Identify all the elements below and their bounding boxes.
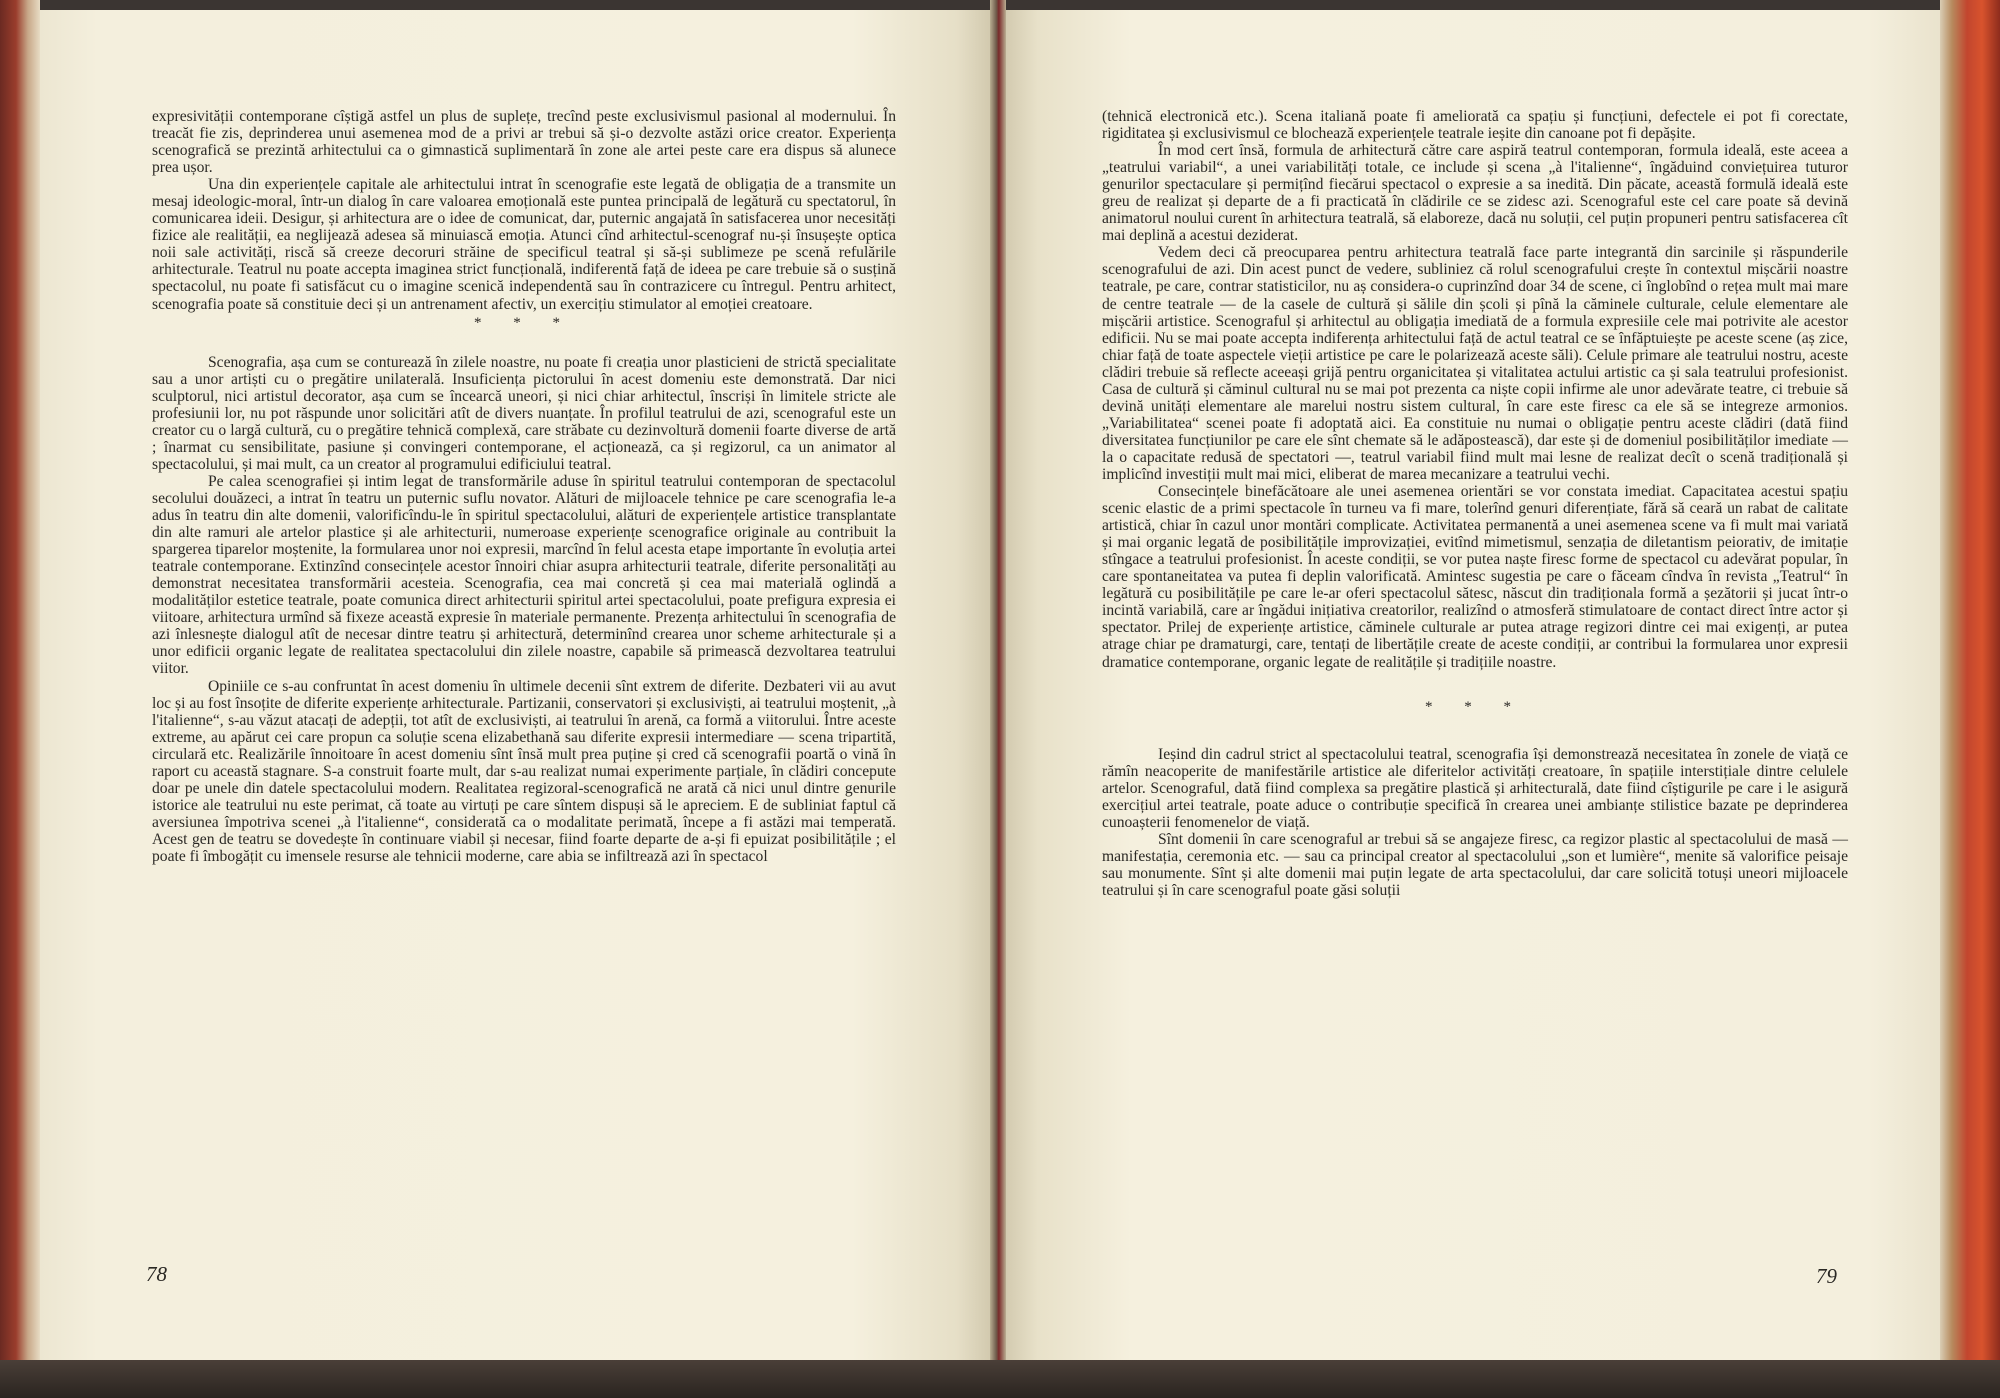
left-page-text bbox=[152, 108, 896, 865]
page-number-left: 78 bbox=[146, 1262, 167, 1286]
paragraph: Vedem deci că preocuparea pentru arhitectura teatrală face parte integrantă din sarcinile și răspunderile scenografului de azi. Din acest punct de vedere, subliniez că rolul scenografului crește în contextul mișcării noastre teatrale, pe care, contrar statisticilor, nu aș considera-o cuprinzînd doar 34 de scene, ci înglobînd o rețea mult mai mare de centre teatrale — de la casele de cultură și sălile din școli și pînă la căminele culturale, celule elementare ale mișcării artistice. Scenograful și arhitectul au obligația imediată de a formula expresiile cele mai potrivite ale acestor edificii. Nu se mai poate accepta indiferența arhitectului față de actul teatral ce se înfăptuiește pe aceste scene (aș zice, chiar față de toate aspectele vieții artistice pe care le polarizează aceste săli). Celule primare ale teatrului nostru, aceste clădiri trebuie să reflecte aceeași grijă pentru organicitatea și vitalitatea actului artistic ca și sala teatrului profesionist. Casa de cultură și căminul cultural nu se mai pot prezenta ca niște copii infirme ale unor adevărate teatre, ci trebuie să devină unități elementare ale marelui nostru sistem cultural, în care este firesc ca ele să se integreze armonios. „Variabilitatea“ scenei poate fi adoptată aici. Ea constituie nu numai o obligație pentru aceste clădiri (dată fiind diversitatea funcțiunilor pe care ele sînt chemate să le adăpostească), dar este și de domeniul posibilităților imediate — la o capacitate redusă de spectatori —, teatrul variabil fiind mult mai lesne de realizat decît o scenă tradițională și implicînd investiții mult mai mici, eliberat de marea mecanizare a teatrului vechi. bbox=[1102, 244, 1848, 483]
page-number-right: 79 bbox=[1816, 1264, 1837, 1288]
paragraph: În mod cert însă, formula de arhitectură către care aspiră teatrul contemporan, formula ideală, este aceea a „teatrului variabil“, a unei variabilități totale, ce include și scena „à l'italienne“, îngăduind conviețuirea tuturor genurilor spectaculare și permițînd fiecărui spectacol o expresie a sa inedită. Din păcate, această formulă ideală este greu de realizat și departe de a fi practicată în clădirile ce se zidesc azi. Scenograful este cel care poate să devină animatorul noului curent în arhitectura teatrală, să elaboreze, dacă nu soluții, cel puțin propuneri pentru satisfacerea cît mai deplină a acestui deziderat. bbox=[1102, 142, 1848, 245]
paragraph: Pe calea scenografiei și intim legat de transformările aduse în spiritul teatrului contemporan de spectacolul secolului douăzeci, a intrat în teatru un puternic suflu novator. Alături de mijloacele tehnice pe care scenografia le-a adus în teatru din alte domenii, valorificîndu-le în spiritul spectacolului, alături de experiențele artistice transplantate din alte ramuri ale artelor plastice și ale arhitecturii, numeroase experiențe scenografice originale au contribuit la spargerea tiparelor moștenite, la formularea unor noi expresii, marcînd în felul acesta etape importante în evoluția artei teatrale contemporane. Extinzînd consecințele acestor înnoiri chiar asupra arhitecturii teatrale, diferite personalități au demonstrat necesitatea transformării acesteia. Scenografia, cea mai concretă și cea mai materială oglindă a modalităților estetice teatrale, poate comunica direct arhitecturii spiritul artei spectacolului, poate prefigura expresia ei viitoare, arhitectura urmînd să fixeze această expresie în materiale permanente. Prezența arhitectului în scenografia de azi înlesnește dialogul atît de necesar dintre teatru și arhitectură, determinînd crearea unor scheme arhitecturale și a unor edificii organic legate de realitatea spectacolului din zilele noastre, capabile să primească dezvoltarea teatrului viitor. bbox=[152, 472, 896, 678]
paragraph: Opiniile ce s-au confruntat în acest domeniu în ultimele decenii sînt extrem de diferite. Dezbateri vii au avut loc și au fost însoțite de diferite experiențe arhitecturale. Partizanii, conservatori și exclusiviști, ai teatrului moștenit, „à l'italienne“, s-au văzut atacați de adepții, tot atît de exclusiviști, ai teatrului în arenă, ca formă a viitorului. Între aceste extreme, au apărut cei care propun ca soluție scena elizabethană sau diferite expresii intermediare — scena tripartită, circulară etc. Realizările înnoitoare în acest domeniu sînt însă mult prea puține și cred că scenografii poartă o vină în raport cu această stagnare. S-a construit foarte mult, dar s-au realizat numai experimente parțiale, în clădiri concepute doar pe unele din datele spectacolului modern. Realitatea regizoral-scenografică ne arată că nici unul dintre genurile istorice ale teatrului nu este perimat, că toate au virtuți pe care sîntem dispuși să le apreciem. E de subliniat faptul că aversiunea împotriva scenei „à l'italienne“, considerată ca o modalitate perimată, începe a fi astăzi mai temperată. Acest gen de teatru se dovedește în continuare viabil și necesar, fiind foarte departe de a-și fi epuizat posibilitățile ; el poate fi îmbogățit cu imensele resurse ale tehnicii moderne, care abia se infiltrează azi în spectacol bbox=[152, 677, 896, 865]
paragraph: Scenografia, așa cum se conturează în zilele noastre, nu poate fi creația unor plasticieni de strictă specialitate sau a unor artiști cu o pregătire unilaterală. Insuficiența pictorului în acest domeniu este demonstrată. Dar nici sculptorul, nici artistul decorator, așa cum se încearcă uneori, și nici chiar arhitectul, înscriși în limitele stricte ale profesiunii lor, nu pot răspunde unor solicitări atît de divers nuanțate. În profilul teatrului de azi, scenograful este un creator cu o largă cultură, cu o pregătire tehnică complexă, care străbate cu dezinvoltură domenii foarte diverse de artă ; înarmat cu sensibilitate, pasiune și convingeri contemporane, el acționează, ca și regizorul, ca un animator al spectacolului, și mai mult, ca un creator al programului edificiului teatral. bbox=[152, 353, 896, 473]
paragraph: expresivității contemporane cîștigă astfel un plus de suplețe, trecînd peste exclusivismul pasional al modernului. În treacăt fie zis, deprinderea unui asemenea mod de a privi ar trebui să și-o dezvolte astăzi orice creator. Experiența scenografică se prezintă arhitectului ca o gimnastică suplimentară în zone ale artei peste care era dispus să alunece prea ușor. bbox=[152, 108, 896, 177]
right-page-text bbox=[1102, 108, 1848, 899]
book-cover-right-edge bbox=[1940, 0, 2000, 1398]
book-cover-left-edge bbox=[0, 0, 40, 1398]
book-gutter bbox=[990, 0, 1006, 1398]
section-separator: * * * bbox=[1425, 698, 1525, 715]
paragraph: (tehnică electronică etc.). Scena italiană poate fi ameliorată ca spațiu și funcțiuni, defectele ei pot fi corectate, rigiditatea și exclusivismul ce blochează experiențele teatrale ieșite din canoane pot fi depășite. bbox=[1102, 108, 1848, 143]
paragraph: Ieșind din cadrul strict al spectacolului teatral, scenografia își demonstrează necesitatea în zonele de viață ce rămîn neacoperite de manifestările artistice ale diferitelor activități creatoare, în spațiile interstițiale dintre celulele artelor. Scenograful, dată fiind complexa sa pregătire plastică și arhitecturală, date fiind cîștigurile pe care i le asigură exercițiul artei teatrale, poate aduce o contribuție specifică în crearea unei ambianțe stilistice bazate pe deprinderea cunoașterii fenomenelor de viață. bbox=[1102, 745, 1848, 831]
section-separator: * * * bbox=[474, 314, 574, 331]
paragraph: Una din experiențele capitale ale arhitectului intrat în scenografie este legată de obligația de a transmite un mesaj ideologic-moral, într-un dialog în care valoarea emoțională este puntea principală de legătură cu spectatorul, în comunicarea ideii. Desigur, și arhitectura are o idee de comunicat, dar, puternic angajată în satisfacerea unor necesități fizice ale realității, ea neglijează adesea să minuiască emoția. Atunci cînd arhitectul-scenograf nu-și însușește optica noii sale activități, riscă să creeze decoruri străine de specificul teatral și să-și sublimeze pe scenă refulările arhitecturale. Teatrul nu poate accepta imaginea strict funcțională, indiferentă față de ideea pe care trebuie să o susțină spectacolul, nu poate fi satisfăcut cu o imagine scenică independentă sau în contrazicere cu întregul. Pentru arhitect, scenografia poate să constituie deci și un antrenament afectiv, un exercițiu stimulator al emoției creatoare. bbox=[152, 176, 896, 313]
book-bottom-edge bbox=[0, 1360, 2000, 1398]
paragraph: Sînt domenii în care scenograful ar trebui să se angajeze firesc, ca regizor plastic al spectacolului de masă — manifestația, ceremonia etc. — sau ca principal creator al spectacolului „son et lumière“, menite să valorifice peisaje sau monumente. Sînt și alte domenii mai puțin legate de arta spectacolului, dar care solicită totuși uneori mijloacele teatrului și în care scenograful poate găsi soluții bbox=[1102, 830, 1848, 899]
paragraph: Consecințele binefăcătoare ale unei asemenea orientări se vor constata imediat. Capacitatea acestui spațiu scenic elastic de a primi spectacole în turneu va fi mare, tolerînd genuri diferențiate, fără să ceară un rabat de calitate artistică, chiar în cazul unor montări complicate. Activitatea permanentă a unei asemenea scene va fi mult mai variată și mai organic legată de posibilitățile improvizației, evitînd mimetismul, senzația de diletantism peiorativ, de imitație stîngace a teatrului profesionist. În aceste condiții, se vor putea naște firesc forme de spectacol cu adevărat popular, în care spontaneitatea va putea fi deplin valorificată. Amintesc sugestia pe care o făceam cîndva în revista „Teatrul“ în legătură cu posibilitățile pe care le-ar oferi spectacolul sătesc, născut din tradiționala formă a șezătorii și jucat într-o incintă variabilă, care ar îngădui inițiativa creatorilor, realizînd o atmosferă stimulatoare de contact direct între actor și spectator. Prilej de experiențe artistice, căminele culturale ar putea atrage regizori dintre cei mai exigenți, ar putea atrage chiar pe dramaturgi, care, tentați de libertățile create de aceste condiții, ar contribui la formularea unor expresii dramatice contemporane, organic legate de realitățile și tradițiile noastre. bbox=[1102, 483, 1848, 671]
